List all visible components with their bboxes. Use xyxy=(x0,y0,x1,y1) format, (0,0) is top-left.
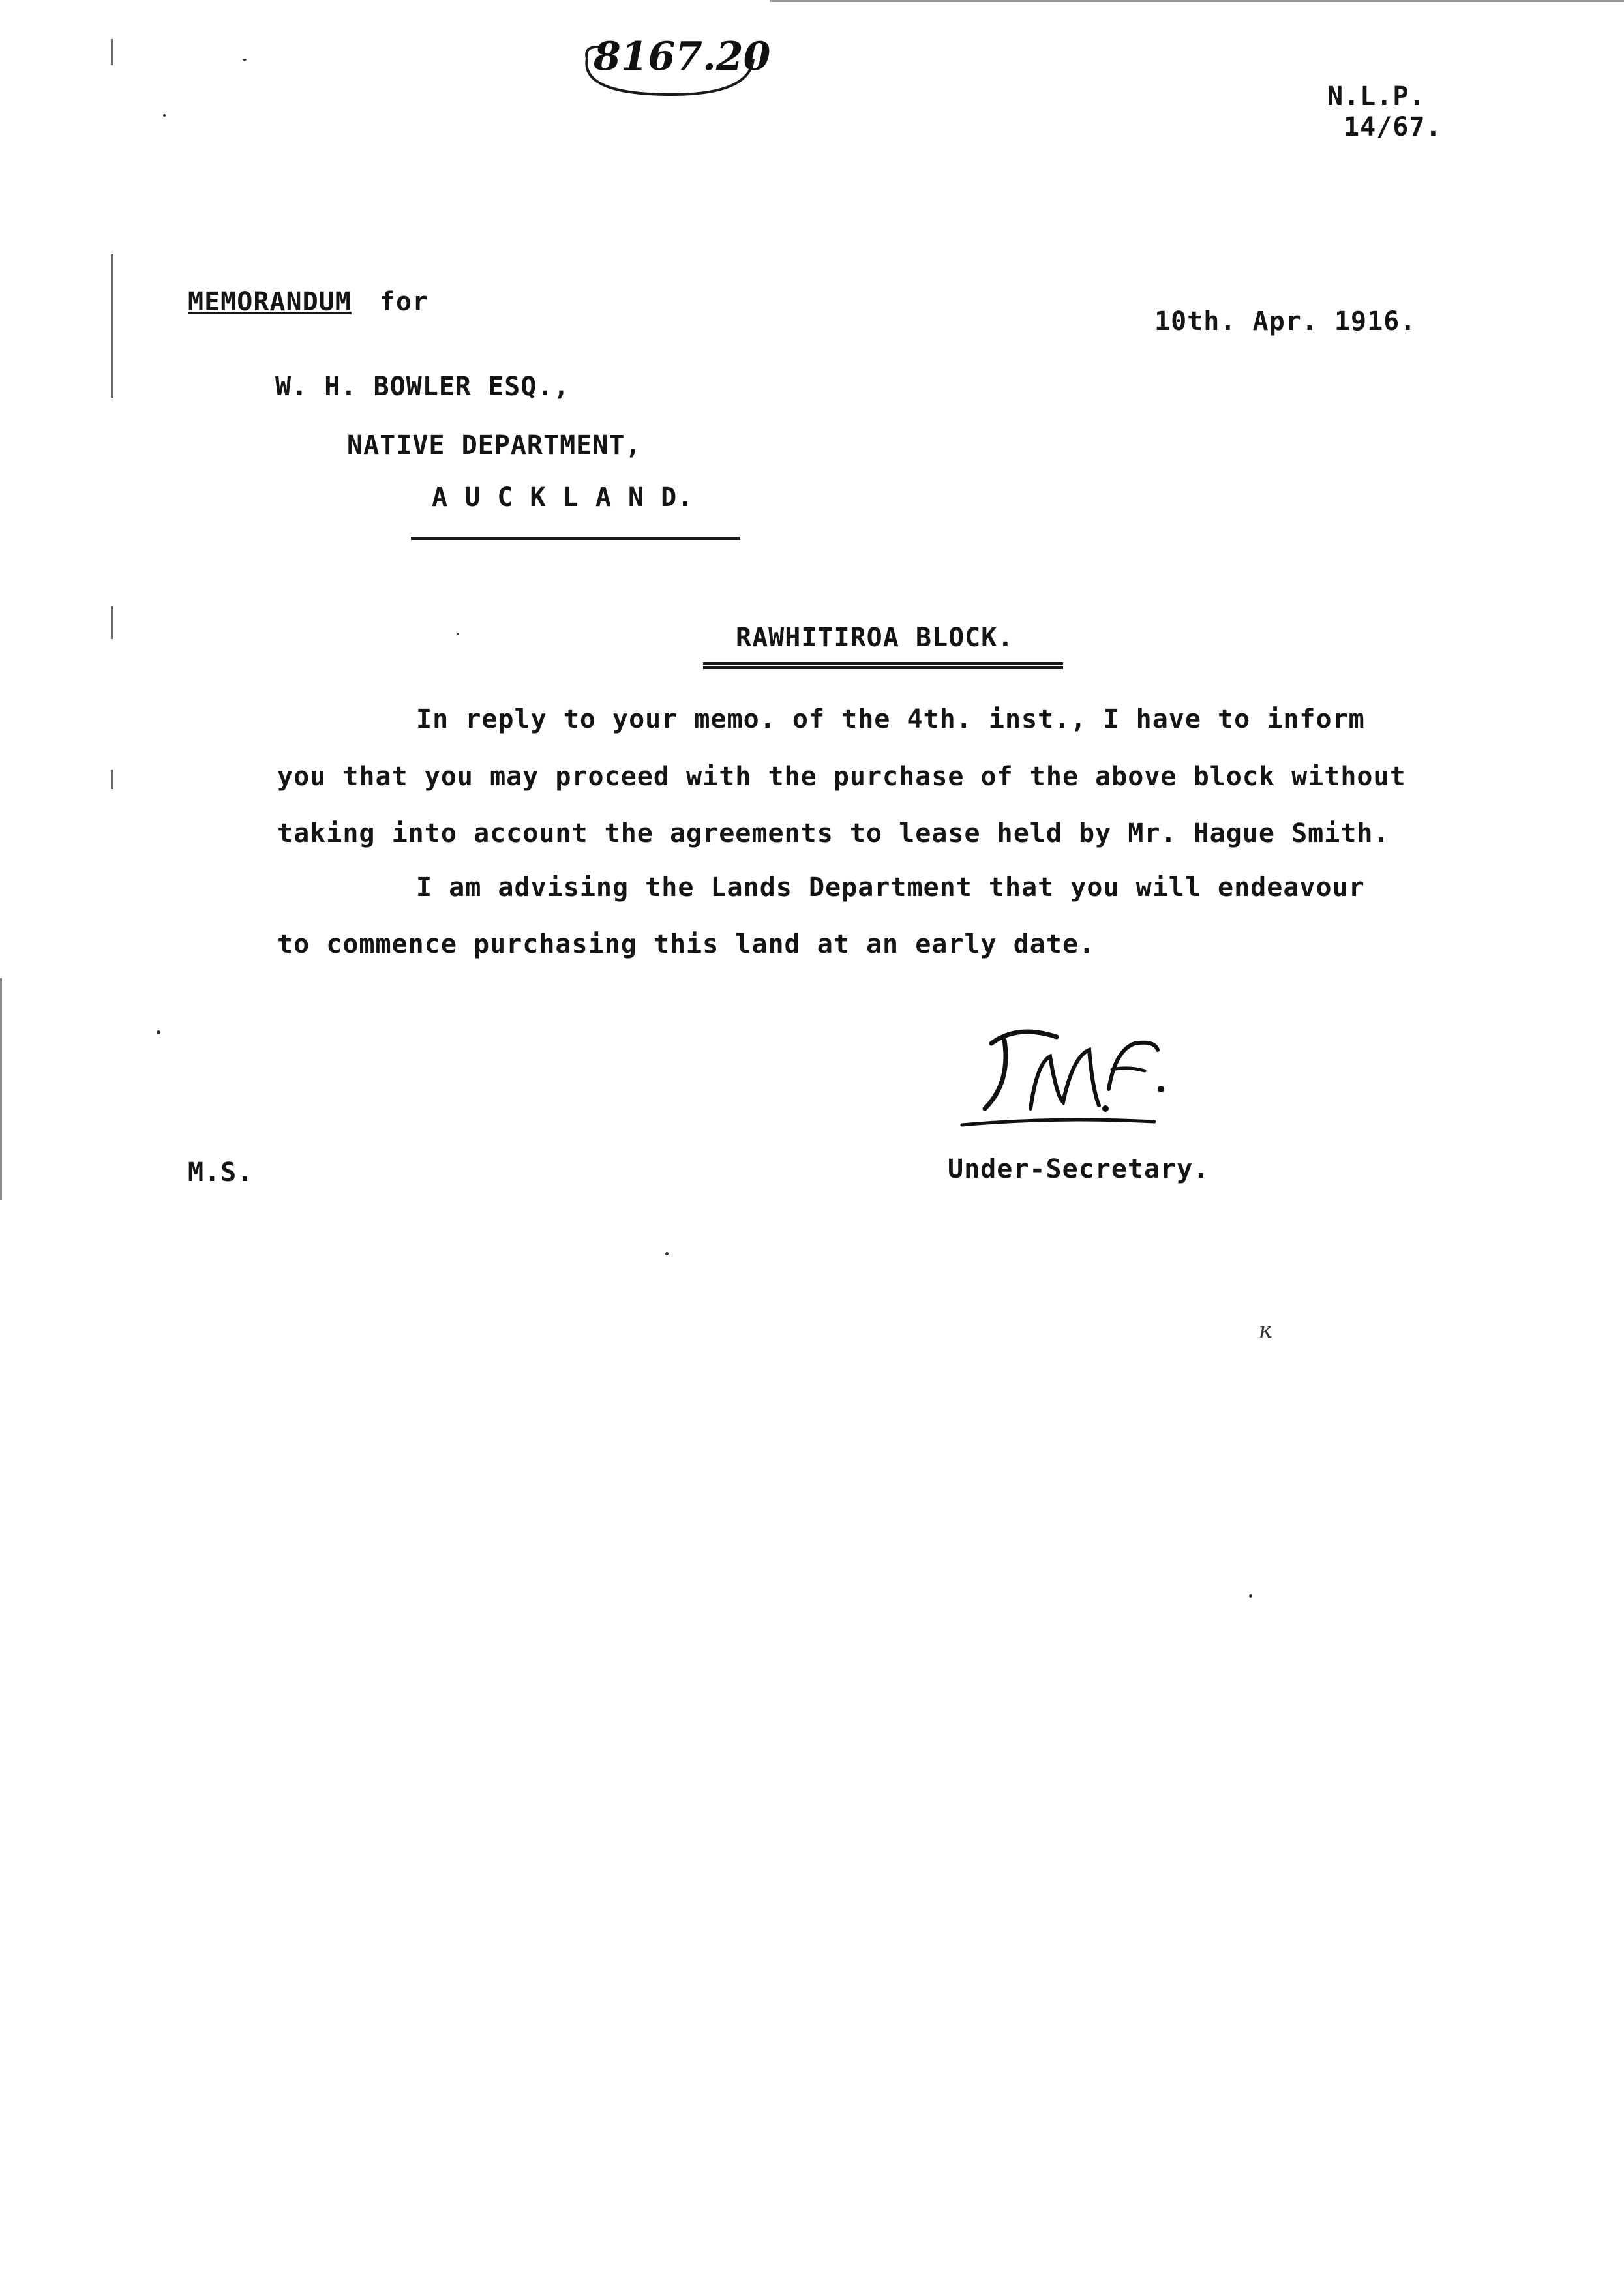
body-paragraph-1-line-3: taking into account the agreements to lease held by Mr. Hague Smith. xyxy=(277,818,1390,848)
body-paragraph-2-line-1: I am advising the Lands Department that you will endeavour xyxy=(416,873,1365,903)
signature xyxy=(959,1011,1180,1135)
body-paragraph-1-line-2: you that you may proceed with the purchase of the above block without xyxy=(277,762,1406,792)
body-paragraph-1-line-1: In reply to your memo. of the 4th. inst., I have to inform xyxy=(416,704,1365,734)
margin-mark xyxy=(111,606,113,639)
memo-heading-for: for xyxy=(379,287,429,317)
subject-double-underline-2 xyxy=(703,666,1063,669)
addressee-underline xyxy=(411,537,740,540)
memo-heading-title: MEMORANDUM xyxy=(188,287,352,317)
speck xyxy=(157,1030,160,1034)
addressee-name: W. H. BOWLER ESQ., xyxy=(275,372,570,402)
memo-date: 10th. Apr. 1916. xyxy=(1154,307,1417,337)
reference-line-1: N.L.P. xyxy=(1327,82,1426,112)
speck xyxy=(457,633,459,635)
stray-mark: ĸ xyxy=(1259,1317,1272,1343)
speck xyxy=(243,59,247,61)
margin-mark xyxy=(111,770,113,789)
subject-title: RAWHITIROA BLOCK. xyxy=(736,623,1014,653)
memo-heading xyxy=(188,287,429,317)
subject-double-underline xyxy=(703,662,1063,665)
margin-mark xyxy=(111,254,113,398)
top-edge-line xyxy=(770,0,1624,2)
addressee-department: NATIVE DEPARTMENT, xyxy=(347,430,642,460)
speck xyxy=(665,1252,669,1255)
file-number: 8167.20 xyxy=(594,34,771,80)
margin-mark xyxy=(111,39,113,65)
signatory-title: Under-Secretary. xyxy=(948,1154,1210,1184)
margin-mark xyxy=(0,978,2,1200)
sender-initials: M.S. xyxy=(188,1158,254,1188)
file-number-stamp xyxy=(574,33,771,104)
body-paragraph-2-line-2: to commence purchasing this land at an early date. xyxy=(277,929,1096,959)
speck xyxy=(1249,1594,1252,1598)
speck xyxy=(163,114,166,117)
addressee-city: A U C K L A N D. xyxy=(432,483,694,513)
reference-line-2: 14/67. xyxy=(1344,112,1442,142)
signature-scrawl xyxy=(959,1011,1180,1135)
